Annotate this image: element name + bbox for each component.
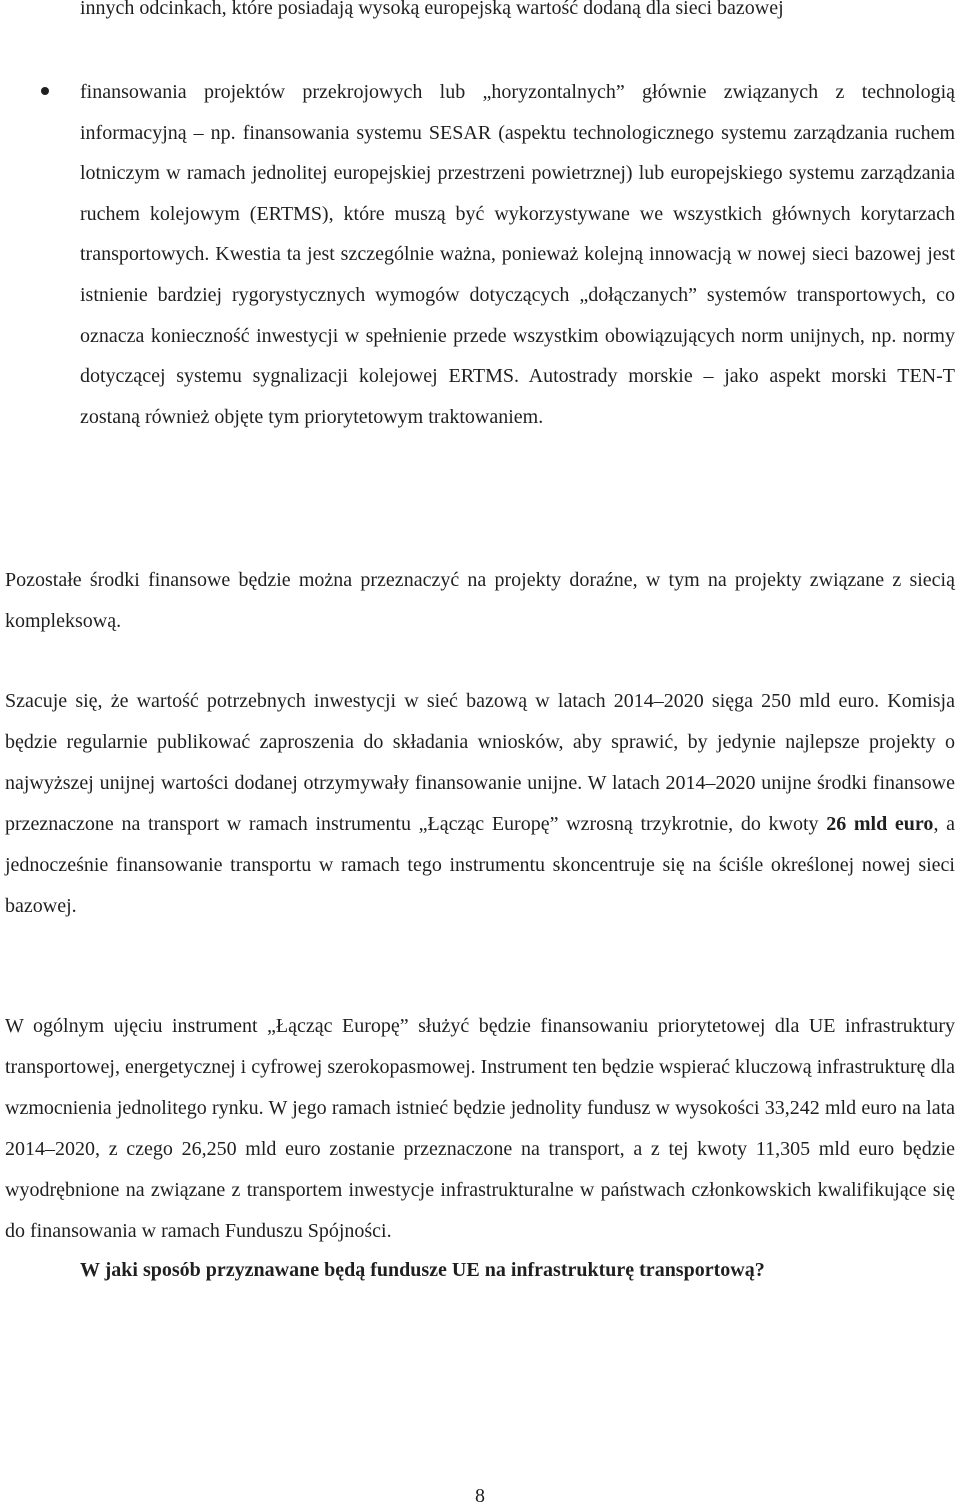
paragraph-investment-text-end: , a jednocześnie finansowanie transportu w ramach tego instrumentu skoncentruje się na ściśle określonej nowej sieci bazowej. xyxy=(5,813,955,917)
bullet-marker xyxy=(41,87,49,95)
bullet-item-text: finansowania projektów przekrojowych lub „horyzontalnych” głównie związanych z technologią informacyjną – np. finansowania systemu SESAR (aspektu technologicznego systemu zarządzania ruchem lotniczym w ramach jednolitej europejskiej przestrzeni powietrznej) lub europejskiego systemu zarządzania ruchem kolejowym (ERTMS), które muszą być wykorzystywane we wszystkich głównych korytarzach transportowych. Kwestia ta jest szczególnie ważna, ponieważ kolejną innowacją w nowej sieci bazowej jest istnienie bardziej rygorystycznych wymogów dotyczących „dołączanych” systemów transportowych, co oznacza konieczność inwestycji w spełnienie przede wszystkim obowiązujących norm unijnych, np. normy dotyczącej systemu sygnalizacji kolejowej ERTMS. Autostrady morskie – jako aspekt morski TEN-T zostaną również objęte tym priorytetowym traktowaniem. xyxy=(80,81,955,428)
page-number: 8 xyxy=(475,1485,485,1507)
emphasis-amount: 26 mld euro xyxy=(826,813,934,835)
paragraph-connecting-europe: W ogólnym ujęciu instrument „Łącząc Europę” służyć będzie finansowaniu priorytetowej dla UE infrastruktury transportowej, energetycznej i cyfrowej szerokopasmowej. Instrument ten będzie wspierać kluczową infrastrukturę dla wzmocnienia jednolitego rynku. W jego ramach istnieć będzie jednolity fundusz w wysokości 33,242 mld euro na lata 2014–2020, z czego 26,250 mld euro zostanie przeznaczone na transport, a z tej kwoty 11,305 mld euro będzie wyodrębnione na związane z transportem inwestycje infrastrukturalne w państwach członkowskich kwalifikujące się do finansowania w ramach Funduszu Spójności. xyxy=(5,1015,955,1242)
paragraph-investment-estimate xyxy=(5,681,955,927)
paragraph-other-funds: Pozostałe środki finansowe będzie można przeznaczyć na projekty doraźne, w tym na projekty związane z siecią kompleksową. xyxy=(5,569,955,632)
paragraph-investment-text: Szacuje się, że wartość potrzebnych inwestycji w sieć bazową w latach 2014–2020 sięga 250 mld euro. Komisja będzie regularnie publikować zaproszenia do składania wniosków, aby sprawić, by jedynie najlepsze projekty o najwyższej unijnej wartości dodanej otrzymywały finansowanie unijne. W latach 2014–2020 unijne środki finansowe przeznaczone na transport w ramach instrumentu „Łącząc Europę” wzrosną trzykrotnie, do kwoty xyxy=(5,690,955,835)
section-heading: W jaki sposób przyznawane będą fundusze UE na infrastrukturę transportową? xyxy=(80,1259,765,1281)
bullet-continuation-text: innych odcinkach, które posiadają wysoką europejską wartość dodaną dla sieci bazowej xyxy=(80,0,784,19)
